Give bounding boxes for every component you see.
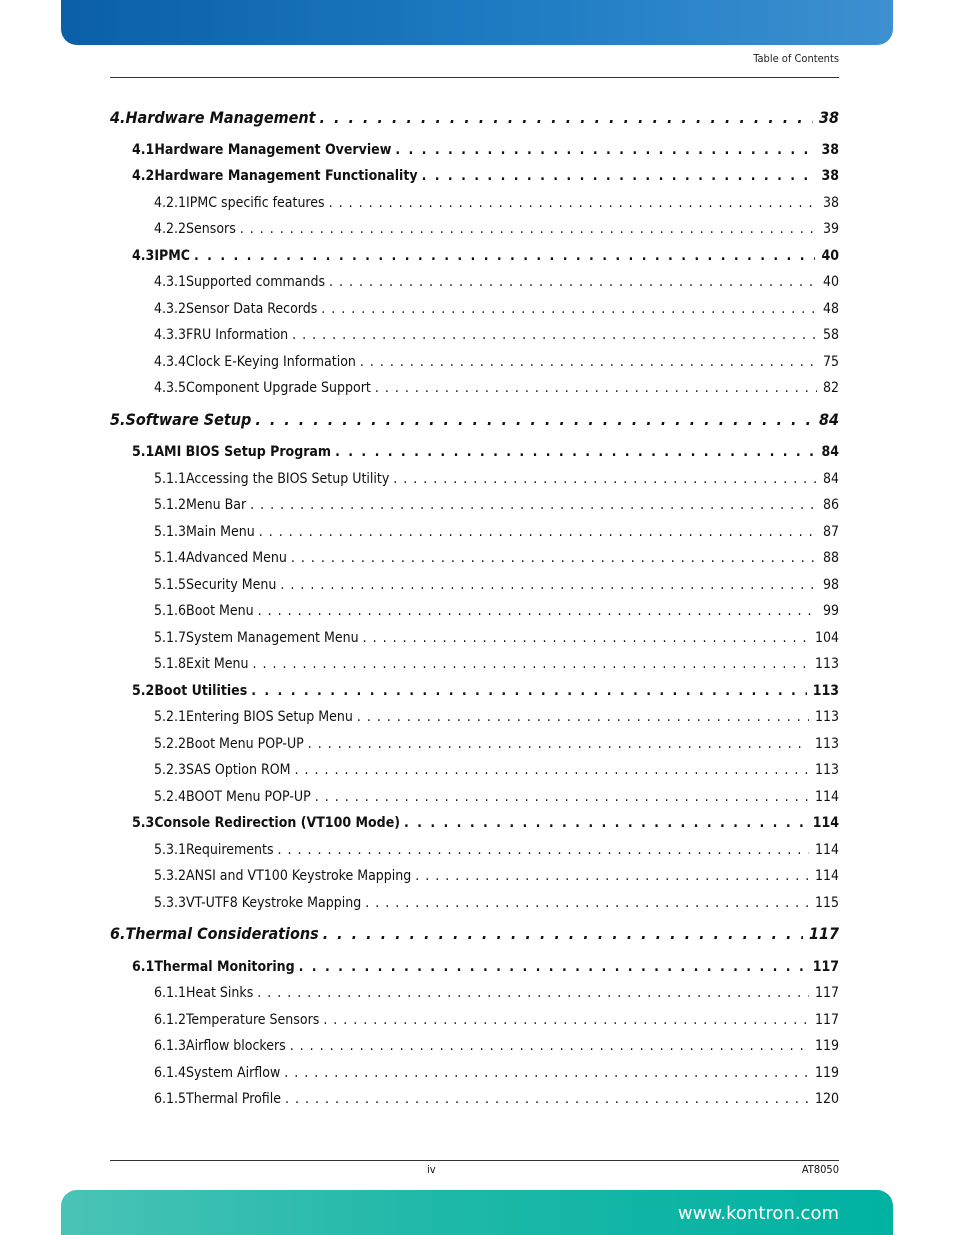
toc-dot-leader: [291, 547, 817, 569]
toc-entry-number: 5.3.1: [154, 842, 187, 858]
top-banner: [61, 0, 893, 45]
toc-entry-page: 117: [808, 924, 839, 943]
toc-dot-leader: [299, 956, 807, 978]
toc-entry[interactable]: [110, 165, 839, 187]
toc-entry-page: 75: [822, 354, 839, 370]
toc-entry-number: 4.1: [132, 142, 155, 158]
toc-entry-page: 115: [814, 895, 839, 911]
toc-dot-leader: [329, 192, 817, 214]
toc-entry-title[interactable]: Accessing the BIOS Setup Utility: [186, 471, 390, 487]
toc-entry-title[interactable]: Thermal Considerations: [125, 924, 319, 943]
toc-dot-leader: [252, 653, 808, 675]
toc-entry-page: 114: [814, 789, 839, 805]
toc-entry[interactable]: [110, 521, 839, 543]
toc-entry-number: 4.2.1: [154, 195, 187, 211]
toc-entry-number: 4.3: [132, 248, 155, 264]
toc-entry-number: 4.3.3: [154, 327, 187, 343]
toc-entry-title[interactable]: SAS Option ROM: [186, 762, 291, 778]
header-rule: [110, 77, 839, 78]
toc-entry-title[interactable]: ANSI and VT100 Keystroke Mapping: [186, 868, 412, 884]
toc-entry-page: 38: [822, 195, 839, 211]
toc-dot-leader: [360, 351, 817, 373]
toc-entry[interactable]: [110, 1009, 839, 1031]
toc-dot-leader: [363, 627, 809, 649]
toc-dot-leader: [422, 165, 816, 187]
toc-entry[interactable]: [110, 107, 839, 129]
toc-entry-title[interactable]: IPMC: [154, 248, 191, 264]
toc-entry-title[interactable]: Menu Bar: [186, 497, 247, 513]
toc-entry[interactable]: [110, 923, 839, 945]
toc-dot-leader: [280, 574, 817, 596]
toc-entry[interactable]: [110, 192, 839, 214]
toc-entry-title[interactable]: Software Setup: [125, 410, 252, 429]
toc-entry-number: 5.1: [132, 444, 155, 460]
toc-entry-title[interactable]: Thermal Profile: [186, 1091, 281, 1107]
toc-entry-title[interactable]: Clock E-Keying Information: [186, 354, 356, 370]
toc-entry-number: 5.3.2: [154, 868, 187, 884]
toc-dot-leader: [323, 923, 803, 945]
toc-entry-number: 5.1.4: [154, 550, 187, 566]
toc-dot-leader: [285, 1088, 809, 1110]
toc-entry-title[interactable]: Advanced Menu: [186, 550, 287, 566]
toc-entry-number: 5.2.3: [154, 762, 187, 778]
toc-entry-title[interactable]: VT-UTF8 Keystroke Mapping: [186, 895, 362, 911]
toc-entry[interactable]: [110, 839, 839, 861]
toc-entry[interactable]: [110, 653, 839, 675]
toc-dot-leader: [375, 377, 817, 399]
toc-dot-leader: [308, 733, 809, 755]
toc-entry[interactable]: [110, 1035, 839, 1057]
toc-entry-number: 6.: [110, 924, 126, 943]
toc-entry-page: 114: [814, 868, 839, 884]
toc-entry[interactable]: [110, 733, 839, 755]
toc-entry-page: 114: [814, 842, 839, 858]
toc-entry[interactable]: [110, 865, 839, 887]
toc-dot-leader: [284, 1062, 809, 1084]
toc-dot-leader: [290, 1035, 809, 1057]
toc-dot-leader: [315, 786, 809, 808]
toc-entry-number: 5.1.2: [154, 497, 187, 513]
toc-entry[interactable]: [110, 377, 839, 399]
toc-entry-page: 48: [822, 301, 839, 317]
toc-entry-page: 117: [814, 1012, 839, 1028]
toc-dot-leader: [323, 1009, 809, 1031]
toc-dot-leader: [259, 521, 817, 543]
toc-dot-leader: [321, 298, 817, 320]
toc-entry-title[interactable]: Console Redirection (VT100 Mode): [154, 815, 400, 831]
toc-entry[interactable]: [110, 812, 839, 834]
toc-entry-title[interactable]: Hardware Management: [125, 108, 316, 127]
toc-entry-title[interactable]: Airflow blockers: [186, 1038, 286, 1054]
toc-entry-page: 38: [821, 142, 839, 158]
toc-dot-leader: [250, 494, 817, 516]
toc-entry-page: 38: [818, 108, 839, 127]
toc-dot-leader: [335, 441, 815, 463]
toc-dot-leader: [257, 982, 809, 1004]
toc-entry-page: 84: [818, 410, 839, 429]
toc-entry-title[interactable]: Hardware Management Functionality: [154, 168, 418, 184]
toc-entry-number: 6.1.5: [154, 1091, 187, 1107]
toc-entry[interactable]: [110, 271, 839, 293]
toc-entry[interactable]: [110, 1088, 839, 1110]
toc-dot-leader: [415, 865, 809, 887]
toc-entry-title[interactable]: IPMC specific features: [186, 195, 325, 211]
toc-dot-leader: [329, 271, 817, 293]
toc-dot-leader: [278, 839, 809, 861]
toc-entry-title[interactable]: Supported commands: [186, 274, 326, 290]
toc-entry[interactable]: [110, 706, 839, 728]
toc-entry-number: 5.1.5: [154, 577, 187, 593]
toc-dot-leader: [395, 139, 815, 161]
footer-document-id: AT8050: [801, 1163, 839, 1176]
toc-entry-title[interactable]: FRU Information: [186, 327, 289, 343]
toc-entry-title[interactable]: Security Menu: [186, 577, 277, 593]
toc-dot-leader: [294, 759, 808, 781]
toc-entry[interactable]: [110, 600, 839, 622]
toc-entry-page: 88: [822, 550, 839, 566]
toc-entry-number: 6.1.1: [154, 985, 187, 1001]
toc-entry-title[interactable]: Exit Menu: [186, 656, 249, 672]
toc-entry[interactable]: [110, 759, 839, 781]
toc-entry-page: 84: [822, 471, 839, 487]
toc-entry-number: 5.2: [132, 683, 155, 699]
toc-entry[interactable]: [110, 441, 839, 463]
toc-entry-number: 4.3.4: [154, 354, 187, 370]
toc-entry[interactable]: [110, 468, 839, 490]
toc-entry[interactable]: [110, 245, 839, 267]
toc-entry-title[interactable]: Boot Utilities: [154, 683, 248, 699]
toc-entry[interactable]: [110, 351, 839, 373]
toc-entry[interactable]: [110, 627, 839, 649]
toc-entry-page: 113: [814, 656, 839, 672]
toc-entry-page: 40: [822, 274, 839, 290]
toc-dot-leader: [357, 706, 809, 728]
toc-entry-number: 4.2: [132, 168, 155, 184]
toc-entry-number: 4.3.5: [154, 380, 187, 396]
toc-entry[interactable]: [110, 218, 839, 240]
toc-entry-number: 5.1.1: [154, 471, 187, 487]
toc-entry-title[interactable]: BOOT Menu POP-UP: [186, 789, 311, 805]
footer-rule: [110, 1160, 839, 1161]
toc-entry-title[interactable]: Temperature Sensors: [186, 1012, 320, 1028]
toc-entry-page: 40: [821, 248, 839, 264]
toc-entry-title[interactable]: Heat Sinks: [186, 985, 254, 1001]
toc-entry-page: 98: [822, 577, 839, 593]
toc-entry-page: 113: [814, 709, 839, 725]
toc-entry[interactable]: [110, 956, 839, 978]
toc-entry-title[interactable]: Requirements: [186, 842, 274, 858]
toc-entry-page: 113: [812, 683, 839, 699]
toc-entry-title[interactable]: Boot Menu: [186, 603, 254, 619]
toc-entry[interactable]: [110, 139, 839, 161]
toc-entry-page: 39: [822, 221, 839, 237]
toc-entry-title[interactable]: Sensors: [186, 221, 236, 237]
toc-entry-title[interactable]: System Airflow: [186, 1065, 281, 1081]
toc-entry-title[interactable]: System Management Menu: [186, 630, 359, 646]
toc-entry-page: 99: [822, 603, 839, 619]
toc-entry-title[interactable]: Component Upgrade Support: [186, 380, 371, 396]
toc-entry-page: 114: [812, 815, 839, 831]
toc-entry-page: 119: [814, 1038, 839, 1054]
toc-entry-page: 113: [814, 762, 839, 778]
toc-entry[interactable]: [110, 574, 839, 596]
toc-dot-leader: [255, 409, 813, 431]
toc-entry[interactable]: [110, 324, 839, 346]
toc-entry-title[interactable]: Boot Menu POP-UP: [186, 736, 304, 752]
toc-entry-number: 4.: [110, 108, 126, 127]
toc-entry[interactable]: [110, 982, 839, 1004]
toc-entry-title[interactable]: Sensor Data Records: [186, 301, 318, 317]
toc-dot-leader: [404, 812, 807, 834]
toc-entry-number: 5.3.3: [154, 895, 187, 911]
toc-dot-leader: [365, 892, 809, 914]
website-link[interactable]: www.kontron.com: [677, 1203, 839, 1224]
toc-entry[interactable]: [110, 298, 839, 320]
toc-entry-page: 82: [822, 380, 839, 396]
toc-entry-number: 5.1.6: [154, 603, 187, 619]
toc-entry-number: 5.3: [132, 815, 155, 831]
toc-entry-page: 87: [822, 524, 839, 540]
toc-entry-number: 5.2.1: [154, 709, 187, 725]
toc-dot-leader: [240, 218, 817, 240]
toc-entry-page: 58: [822, 327, 839, 343]
toc-entry-page: 38: [821, 168, 839, 184]
footer-page-number: iv: [427, 1163, 436, 1176]
toc-entry-number: 4.3.2: [154, 301, 187, 317]
toc-entry-title[interactable]: Hardware Management Overview: [154, 142, 392, 158]
toc-entry-page: 120: [814, 1091, 839, 1107]
toc-entry-page: 119: [814, 1065, 839, 1081]
toc-dot-leader: [393, 468, 817, 490]
toc-entry[interactable]: [110, 892, 839, 914]
toc-entry-page: 84: [821, 444, 839, 460]
toc-entry-number: 4.2.2: [154, 221, 187, 237]
toc-entry-page: 113: [814, 736, 839, 752]
toc-entry-title[interactable]: Main Menu: [186, 524, 255, 540]
toc-entry-number: 6.1: [132, 959, 155, 975]
toc-entry[interactable]: [110, 680, 839, 702]
toc-entry-number: 5.2.4: [154, 789, 187, 805]
toc-entry-page: 86: [822, 497, 839, 513]
toc-entry-title[interactable]: Thermal Monitoring: [154, 959, 295, 975]
toc-entry-page: 117: [814, 985, 839, 1001]
toc-entry[interactable]: [110, 1062, 839, 1084]
toc-entry-number: 5.1.7: [154, 630, 187, 646]
header-section-title: Table of Contents: [753, 52, 839, 65]
toc-entry-number: 6.1.4: [154, 1065, 187, 1081]
toc-entry-number: 5.1.3: [154, 524, 187, 540]
toc-entry-number: 5.1.8: [154, 656, 187, 672]
toc-entry-title[interactable]: AMI BIOS Setup Program: [154, 444, 332, 460]
toc-entry-number: 5.: [110, 410, 126, 429]
toc-entry-number: 4.3.1: [154, 274, 187, 290]
toc-entry[interactable]: [110, 786, 839, 808]
toc-dot-leader: [320, 107, 813, 129]
toc-dot-leader: [292, 324, 817, 346]
toc-entry-title[interactable]: Entering BIOS Setup Menu: [186, 709, 353, 725]
bottom-banner: [61, 1190, 893, 1235]
toc-entry[interactable]: [110, 409, 839, 431]
toc-entry-page: 104: [814, 630, 839, 646]
toc-dot-leader: [258, 600, 817, 622]
toc-entry-page: 117: [812, 959, 839, 975]
toc-entry[interactable]: [110, 494, 839, 516]
toc-entry[interactable]: [110, 547, 839, 569]
toc-dot-leader: [251, 680, 807, 702]
toc-dot-leader: [194, 245, 815, 267]
toc-entry-number: 6.1.2: [154, 1012, 187, 1028]
toc-entry-number: 5.2.2: [154, 736, 187, 752]
toc-entry-number: 6.1.3: [154, 1038, 187, 1054]
